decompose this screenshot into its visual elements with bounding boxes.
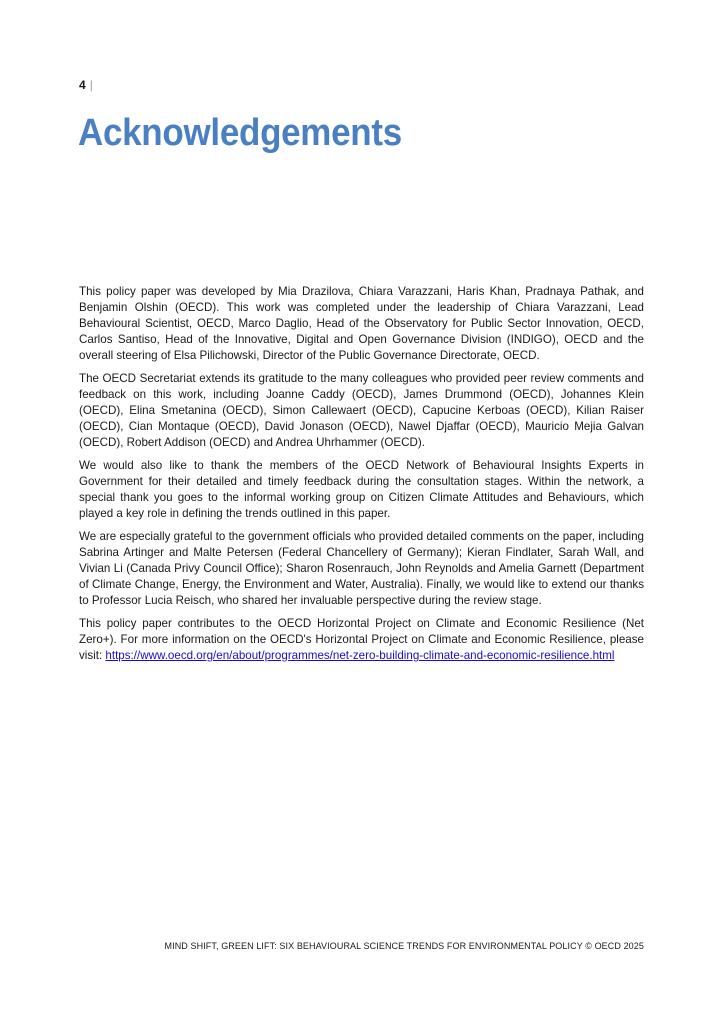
page-number-separator: | [89,78,93,92]
horizontal-project-text: This policy paper contributes to the OECD Horizontal Project on Climate and Economic Resilience (Net Zero+). For more information on the OECD's Horizontal Project on Climate and Economic Resilience, please visit: [79,617,644,662]
page-title: Acknowledgements [78,112,402,154]
page-number-header [79,78,93,92]
paragraph-peer-reviewers: The OECD Secretariat extends its gratitude to the many colleagues who provided peer review comments and feedback on this work, including Joanne Caddy (OECD), James Drummond (OECD), Johannes Klein (OECD), Elina Smetanina (OECD), Simon Callewaert (OECD), Capucine Kerboas (OECD), Kilian Raiser (OECD), Cian Montaque (OECD), David Jonason (OECD), Nawel Djaffar (OECD), Mauricio Mejia Galvan (OECD), Robert Addison (OECD) and Andrea Uhrhammer (OECD). [79,372,644,449]
net-zero-programme-link[interactable]: https://www.oecd.org/en/about/programmes/net-zero-building-climate-and-economic-resilience.html [105,649,615,662]
paragraph-government-officials: We are especially grateful to the government officials who provided detailed comments on the paper, including Sabrina Artinger and Malte Petersen (Federal Chancellery of Germany); Kieran Findlater, Sarah Wall, and Vivian Li (Canada Privy Council Office); Sharon Rosenrauch, John Reynolds and Amelia Garnett (Department of Climate Change, Energy, the Environment and Water, Australia). Finally, we would like to extend our thanks to Professor Lucia Reisch, who shared her invaluable perspective during the review stage. [79,530,644,607]
paragraph-network-thanks: We would also like to thank the members of the OECD Network of Behavioural Insights Experts in Government for their detailed and timely feedback during the consultation stages. Within the network, a special thank you goes to the informal working group on Citizen Climate Attitudes and Behaviours, which played a key role in defining the trends outlined in this paper. [79,459,644,520]
paragraph-authors: This policy paper was developed by Mia Drazilova, Chiara Varazzani, Haris Khan, Pradnaya Pathak, and Benjamin Olshin (OECD). This work was completed under the leadership of Chiara Varazzani, Lead Behavioural Scientist, OECD, Marco Daglio, Head of the Observatory for Public Sector Innovation, OECD, Carlos Santiso, Head of the Innovative, Digital and Open Governance Division (INDIGO), OECD and the overall steering of Elsa Pilichowski, Director of the Public Governance Directorate, OECD. [79,285,644,362]
page-footer: MIND SHIFT, GREEN LIFT: SIX BEHAVIOURAL SCIENCE TRENDS FOR ENVIRONMENTAL POLICY © OECD 2025 [164,941,644,951]
page-number: 4 [79,78,86,92]
paragraph-horizontal-project [79,616,644,664]
acknowledgements-body [79,284,644,671]
